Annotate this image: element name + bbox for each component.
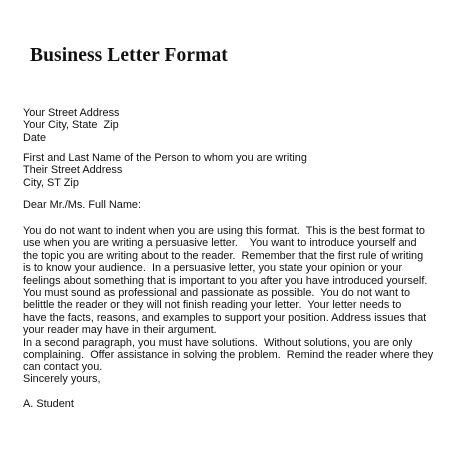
sender-city-state-zip: Your City, State Zip <box>23 119 119 132</box>
body-line: can contact you. <box>23 361 103 374</box>
document-title: Business Letter Format <box>30 45 228 66</box>
sender-street: Your Street Address <box>23 107 120 119</box>
recipient-name: First and Last Name of the Person to whom you are writing <box>23 152 307 164</box>
body-line: You must sound as professional and passionate as possible. You do not want to <box>23 286 411 299</box>
body-line: have the facts, reasons, and examples to support your position. Address issues that <box>23 311 427 324</box>
signature-name: A. Student <box>23 398 74 410</box>
recipient-city-state-zip: City, ST Zip <box>23 176 79 189</box>
body-line: complaining. Offer assistance in solving the problem. Remind the reader where they <box>23 348 434 361</box>
recipient-street: Their Street Address <box>23 164 123 177</box>
signature <box>23 398 74 410</box>
letter-body <box>23 225 433 374</box>
body-line: your reader may have in their argument. <box>23 324 217 337</box>
recipient-address-block <box>23 152 307 189</box>
body-line: In a second paragraph, you must have solutions. Without solutions, you are only <box>23 336 413 349</box>
closing-text: Sincerely yours, <box>23 373 101 385</box>
salutation <box>23 199 141 211</box>
sender-address-block <box>23 107 119 144</box>
body-line: feelings about something that is important to you after you have introduced yourself. <box>23 274 428 287</box>
body-line: the topic you are writing about to the reader. Remember that the first rule of writing <box>23 249 424 262</box>
body-line: belittle the reader or they will not finish reading your letter. Your letter needs to <box>23 299 402 312</box>
closing <box>23 373 100 385</box>
body-line: You do not want to indent when you are using this format. This is the best format to <box>23 225 425 237</box>
body-line: use when you are writing a persuasive letter. You want to introduce yourself and <box>23 237 417 250</box>
salutation-text: Dear Mr./Ms. Full Name: <box>23 199 141 211</box>
body-line: is to know your audience. In a persuasive letter, you state your opinion or your <box>23 262 402 275</box>
letter-date: Date <box>23 131 47 144</box>
